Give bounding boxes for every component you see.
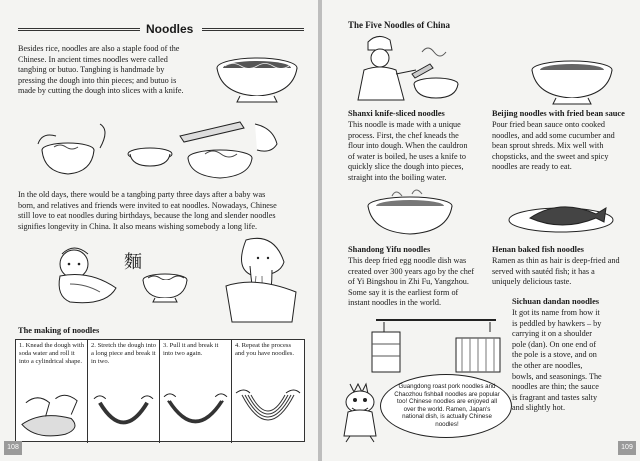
sichuan-line: It got its name from how it <box>512 308 600 317</box>
sichuan-line: carrying it on a shoulder <box>512 329 593 339</box>
shandong-line: created over 300 years ago by the chef <box>348 266 475 276</box>
right-title: The Five Noodles of China <box>348 20 451 30</box>
step-4 <box>232 340 304 443</box>
longevity-bowl-illustration <box>140 270 190 304</box>
title-rule-right <box>202 28 304 31</box>
henan-line: Ramen as thin as hair is deep-fried and <box>492 256 620 265</box>
shandong-line: instant noodles in the world. <box>348 298 442 308</box>
sichuan-line: bowls, and seasonings. The <box>512 371 602 381</box>
shanxi-line: of water is boiled, he uses a knife to <box>348 151 467 161</box>
beijing-line: noodles, and add some cucumber and <box>492 130 615 140</box>
birthday-line: born, and relatives and friends were invited to eat noodles. Nowadays, Chinese <box>18 200 277 210</box>
intro-paragraph <box>18 44 208 97</box>
step-text: 4. Repeat the process and you have noodles. <box>235 342 294 357</box>
beijing-line: chopsticks, and the sweet and spicy <box>492 151 609 161</box>
birthday-line: still love to eat noodles during birthdays, because the long and slender noodles <box>18 211 276 221</box>
sichuan-heading: Sichuan dandan noodles <box>512 297 600 306</box>
intro-line: tangbing or butuo. Tangbing is handmade by <box>18 65 165 75</box>
henan-text <box>492 256 632 288</box>
shanxi-line: flour into dough. When the cauldron <box>348 141 468 151</box>
shanxi-text <box>348 120 484 184</box>
intro-line: Besides rice, noodles are also a staple food of the <box>18 44 180 53</box>
beijing-line: bean sprout shreds. Mix well with <box>492 141 604 151</box>
shandong-line: Some say it is the earliest form of <box>348 287 459 297</box>
title-rule-left <box>18 28 140 31</box>
sichuan-line: pole (dan). On one end of <box>512 339 597 349</box>
shanxi-heading: Shanxi knife-sliced noodles <box>348 109 445 118</box>
noodles-done-illustration <box>234 385 302 441</box>
shandong-text <box>348 256 486 309</box>
step-2 <box>88 340 160 443</box>
stretching-illustration <box>90 385 157 441</box>
sichuan-line: the pole is a stove, and on <box>512 350 597 360</box>
kneading-illustration <box>18 385 85 441</box>
birthday-line: signifies longevity in China. It also means wishing somebody a long life. <box>18 221 258 231</box>
speech-bubble <box>380 374 512 438</box>
intro-line: pressing the dough into thin pieces; and butuo is <box>18 75 177 85</box>
page-title-bar <box>18 22 304 36</box>
making-title: The making of noodles <box>18 326 100 335</box>
beijing-bowl-illustration <box>526 56 618 106</box>
sichuan-line: the other are noodles, <box>512 360 583 370</box>
step-text: 2. Stretch the dough into a long piece and break it in two. <box>91 342 157 365</box>
noodle-calligraphy: 麵 <box>124 252 142 272</box>
dragon-mascot-illustration <box>336 378 384 444</box>
noodle-bowl-illustration <box>210 52 304 104</box>
shandong-bowl-illustration <box>362 186 458 238</box>
dandan-hawker-stall-illustration <box>366 314 506 376</box>
intro-line: made by cutting the dough into slices with a knife. <box>18 86 184 96</box>
step-text: 1. Knead the dough with soda water and roll it into a cylindrical shape. <box>19 342 85 365</box>
beijing-line: Pour fried bean sauce onto cooked <box>492 120 605 129</box>
intro-line: Chinese. In ancient times noodles were called <box>18 54 168 64</box>
step-1 <box>16 340 88 443</box>
henan-heading: Henan baked fish noodles <box>492 245 584 254</box>
beijing-line: noodles are ready to eat. <box>492 162 572 172</box>
elder-illustration <box>206 236 302 324</box>
page-number-left: 108 <box>4 441 22 455</box>
step-text: 3. Pull it and break it into two again. <box>163 342 219 357</box>
pulling-illustration <box>162 385 229 441</box>
henan-line: served with sautéd fish; it has a <box>492 266 595 276</box>
birthday-paragraph <box>18 190 304 232</box>
henan-line: uniquely delicious taste. <box>492 277 572 287</box>
sichuan-line: noodles are thin; the sauce <box>512 382 599 392</box>
shandong-line: This deep fried egg noodle dish was <box>348 256 467 265</box>
shanxi-line: quickly slice the dough into pieces, <box>348 162 464 172</box>
shanxi-line: This noodle is made with a unique <box>348 120 461 129</box>
shandong-heading: Shandong Yifu noodles <box>348 245 431 254</box>
speech-bubble-text: Guangdong roast pork noodles and Chaozhou fishball noodles are popular too! Chinese noodles are enjoyed all over the world. Ramen, Japan's national dish, is actually Chinese noodles! <box>394 383 500 428</box>
sichuan-line: is peddled by hawkers – by <box>512 318 602 328</box>
beijing-text <box>492 120 632 173</box>
left-page <box>0 0 318 461</box>
page-title: Noodles <box>146 22 194 36</box>
sichuan-line: and slightly hot. <box>512 403 565 413</box>
sichuan-text <box>512 308 632 414</box>
page-number-right: 109 <box>618 441 636 455</box>
shanxi-line: process. First, the chef kneads the <box>348 130 459 140</box>
step-3 <box>160 340 232 443</box>
chef-slicing-illustration <box>352 34 462 102</box>
henan-fish-plate-illustration <box>506 196 616 236</box>
steps-panel <box>15 339 305 442</box>
sichuan-line: is fragrant and tastes salty <box>512 392 598 402</box>
noodle-preparation-illustration <box>30 114 300 184</box>
shandong-line: of Yi Bingshou in Zhi Fu, Yangzhou. <box>348 277 469 287</box>
right-page <box>322 0 640 461</box>
beijing-heading: Beijing noodles with fried bean sauce <box>492 109 625 118</box>
shanxi-line: straight into the boiling water. <box>348 172 447 182</box>
birthday-line: In the old days, there would be a tangbing party three days after a baby was <box>18 190 266 199</box>
